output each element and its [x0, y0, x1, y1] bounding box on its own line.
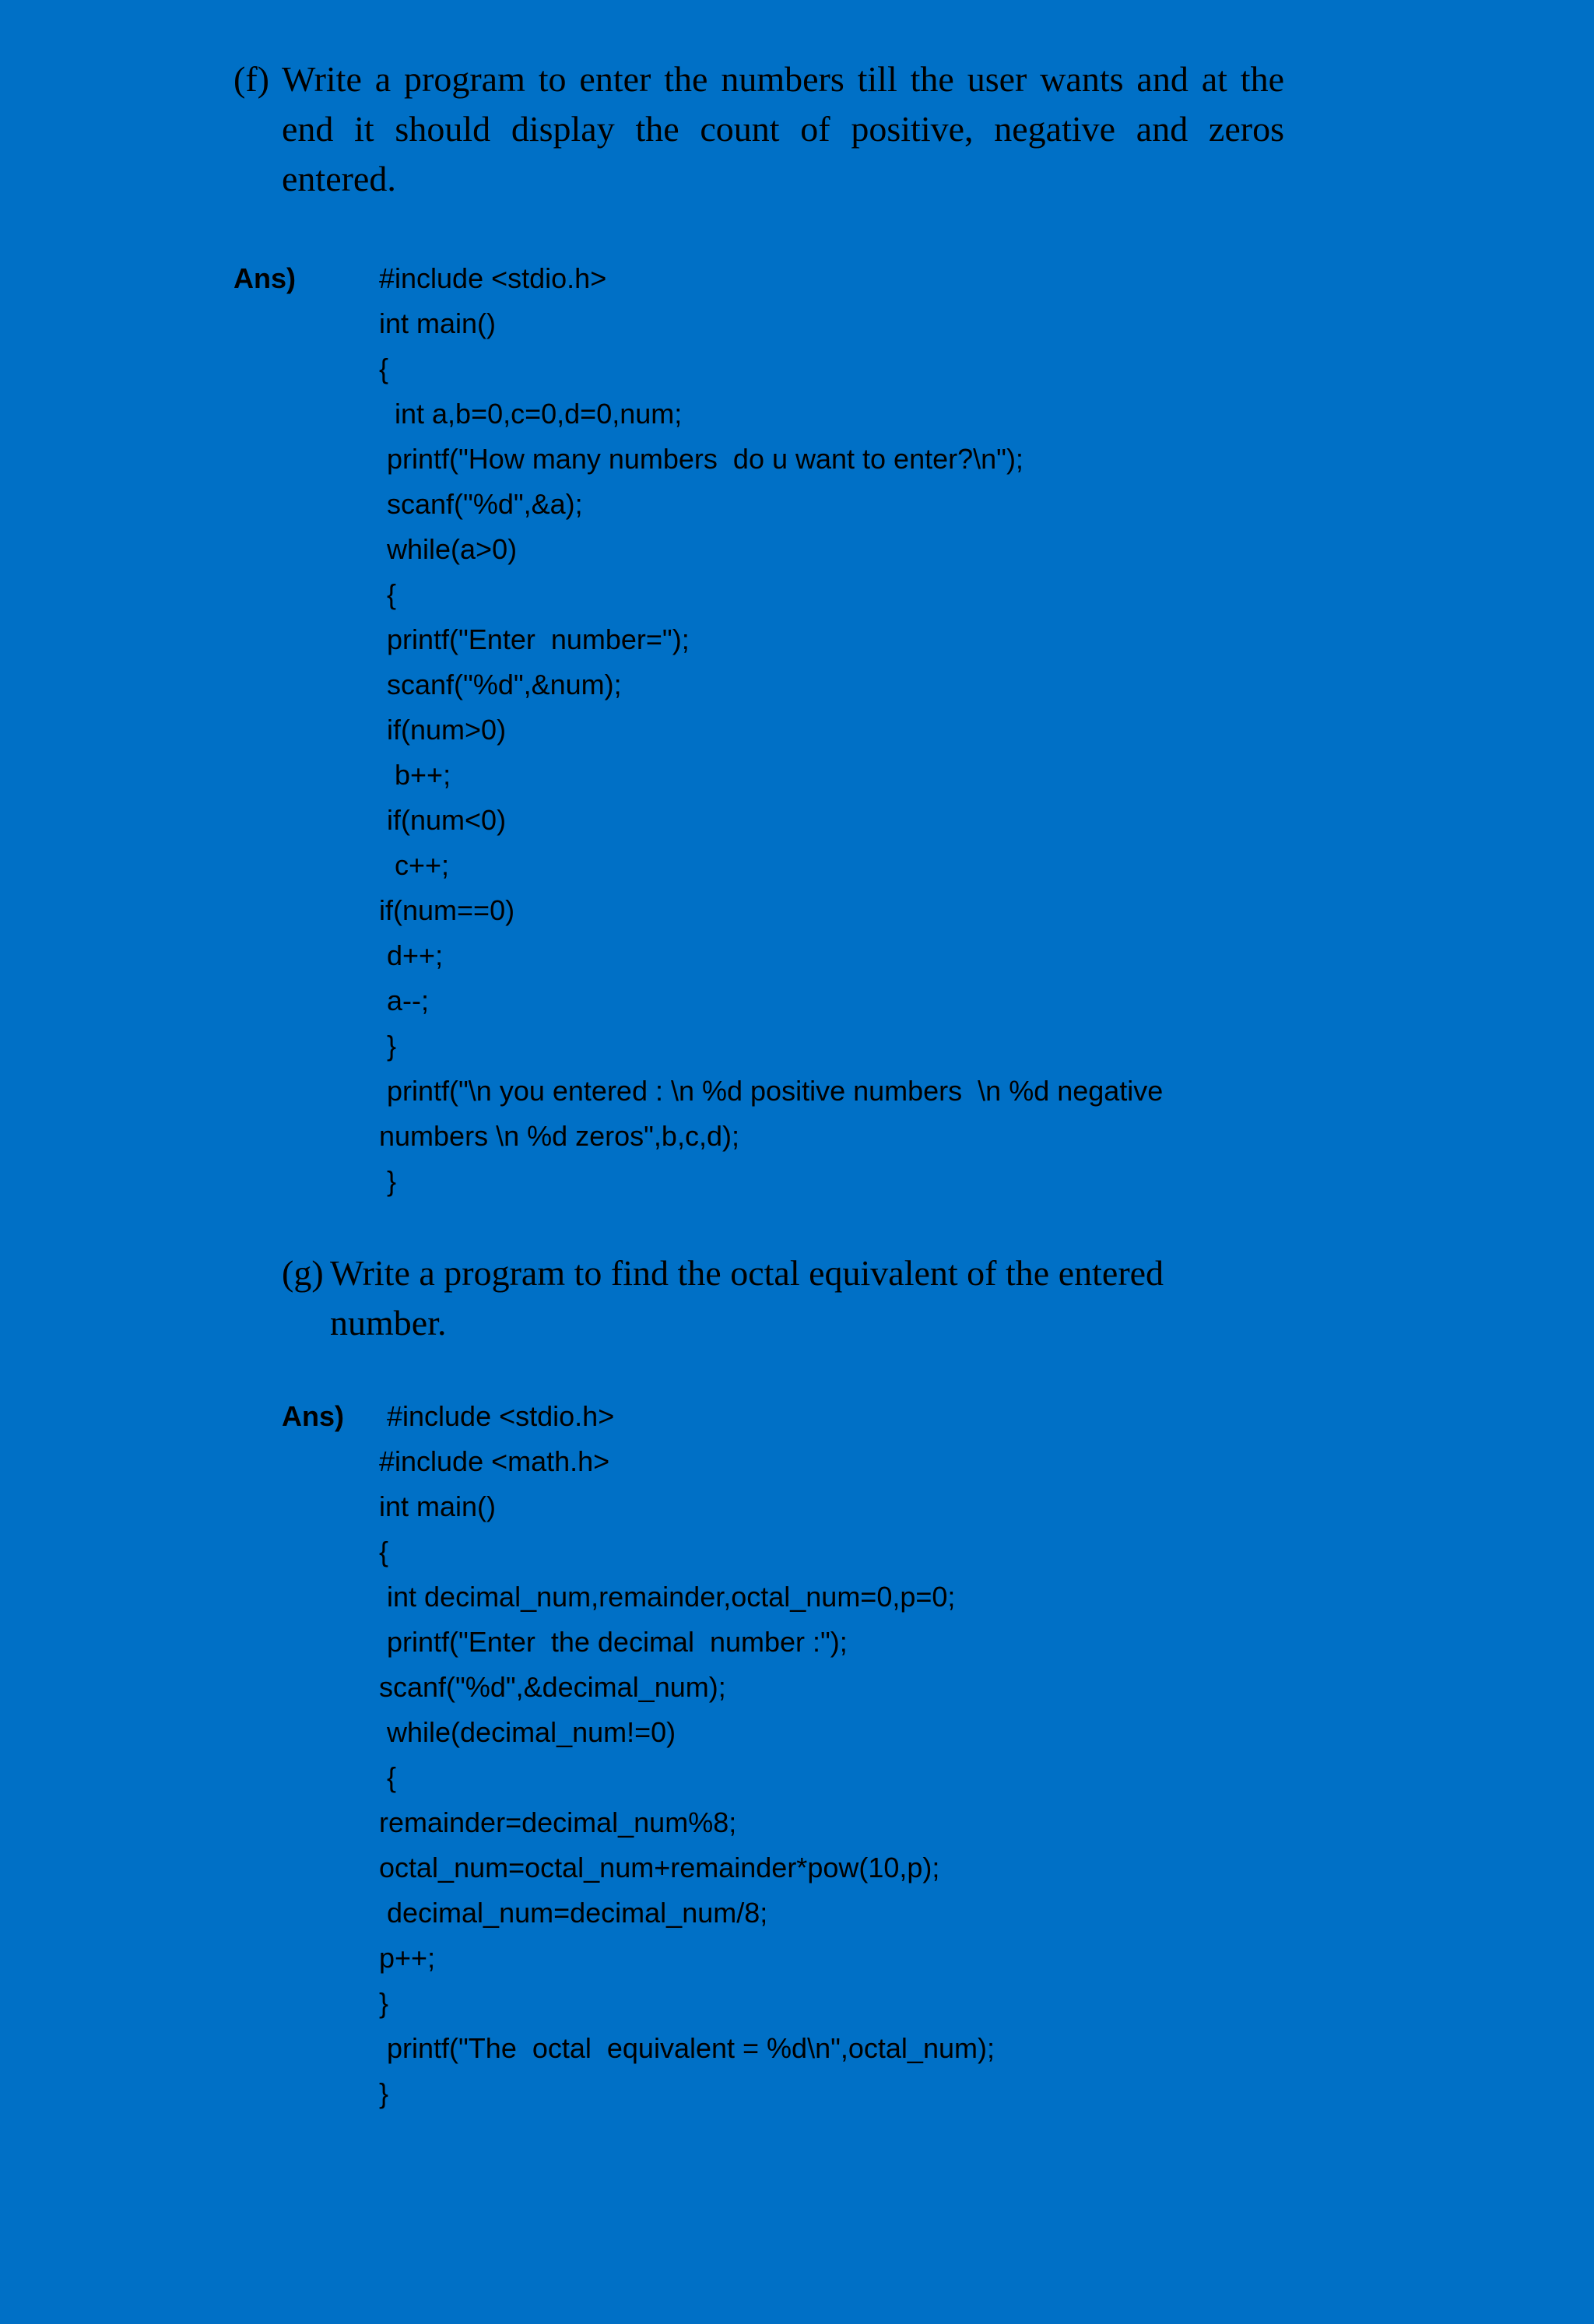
code-line: { [379, 353, 389, 384]
code-line: b++; [395, 759, 451, 791]
code-line: decimal_num=decimal_num/8; [387, 1897, 768, 1929]
question-g-text: Write a program to find the octal equivalent of the entered number. [330, 1253, 1164, 1343]
code-line: { [379, 1536, 389, 1567]
code-line: { [387, 578, 397, 610]
code-line: scanf("%d",&decimal_num); [379, 1671, 726, 1703]
code-line: d++; [387, 939, 444, 971]
code-line: scanf("%d",&num); [387, 669, 622, 700]
question-f [233, 54, 1284, 204]
code-line: int main() [379, 307, 497, 339]
code-line: octal_num=octal_num+remainder*pow(10,p); [379, 1852, 940, 1883]
answer-g-label: Ans) [282, 1400, 344, 1432]
code-line: int main() [379, 1490, 497, 1522]
code-line: scanf("%d",&a); [387, 488, 583, 520]
question-f-label: (f) [233, 59, 269, 99]
code-line: c++; [395, 849, 450, 881]
code-line: p++; [379, 1942, 436, 1974]
code-line: remainder=decimal_num%8; [379, 1806, 737, 1838]
code-line: #include <math.h> [379, 1445, 610, 1477]
code-line: int decimal_num,remainder,octal_num=0,p=0; [387, 1581, 956, 1613]
code-line: } [379, 1987, 389, 2019]
code-line: if(num<0) [387, 804, 507, 836]
code-line: if(num>0) [387, 714, 507, 746]
code-line: { [387, 1761, 397, 1793]
code-line: } [387, 1165, 397, 1197]
code-line: numbers \n %d zeros",b,c,d); [379, 1120, 739, 1152]
code-line: int a,b=0,c=0,d=0,num; [395, 398, 683, 430]
code-line: printf("Enter number="); [387, 623, 690, 655]
question-g [282, 1248, 1247, 1348]
code-line: #include <stdio.h> [387, 1400, 615, 1432]
question-g-label: (g) [282, 1253, 324, 1293]
code-line: a--; [387, 985, 429, 1016]
code-line: #include <stdio.h> [379, 262, 607, 294]
code-line: if(num==0) [379, 894, 515, 926]
code-line: printf("Enter the decimal number :"); [387, 1626, 848, 1658]
code-line: while(a>0) [387, 533, 518, 565]
code-line: } [379, 2077, 389, 2109]
code-line: while(decimal_num!=0) [387, 1716, 676, 1748]
code-line: } [387, 1030, 397, 1062]
answer-f-label: Ans) [233, 262, 296, 294]
code-line: printf("How many numbers do u want to enter?\n"); [387, 443, 1023, 475]
question-f-text: Write a program to enter the numbers till the user wants and at the end it should display the count of positive, negative and zeros entered. [282, 59, 1284, 198]
code-line: printf("\n you entered : \n %d positive numbers \n %d negative [387, 1075, 1164, 1107]
code-line: printf("The octal equivalent = %d\n",octal_num); [387, 2032, 995, 2064]
